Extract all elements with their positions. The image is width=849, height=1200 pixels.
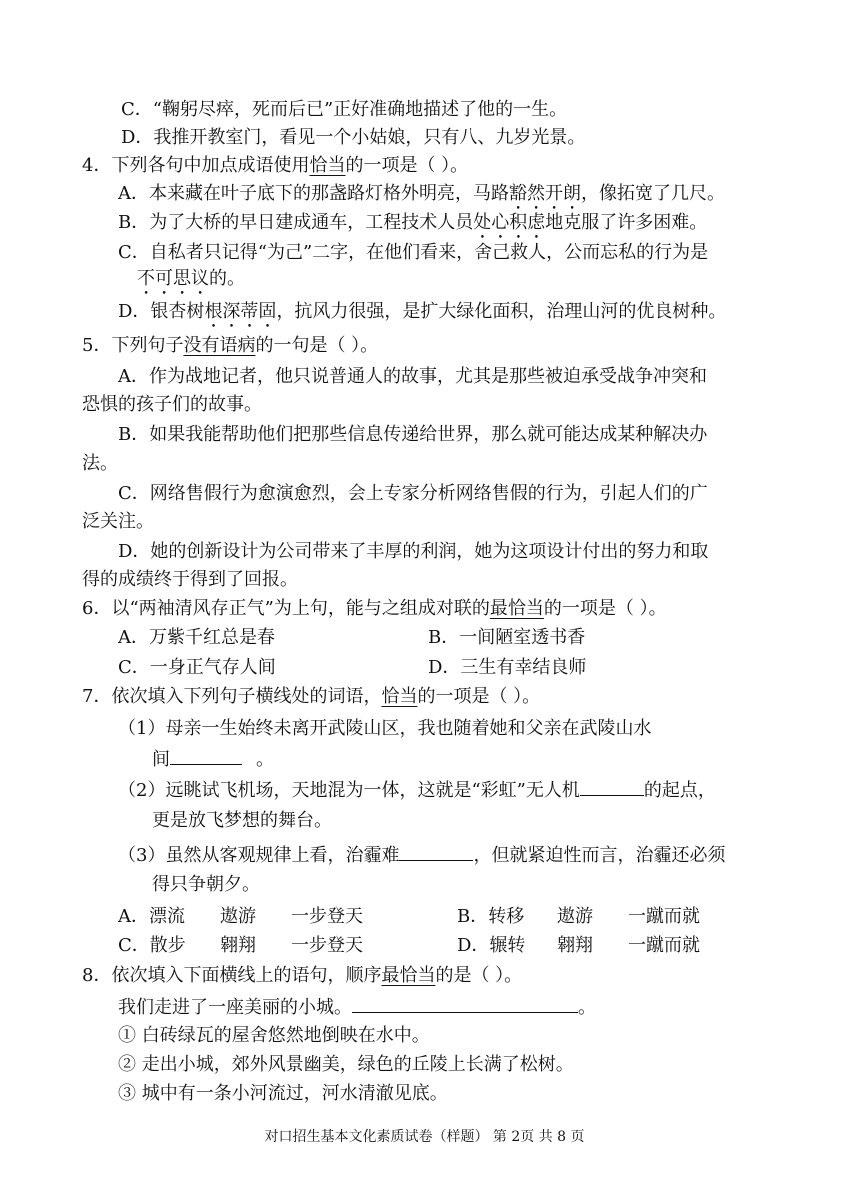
q7-sentence-3-line2: 得只争朝夕。 <box>152 874 260 895</box>
q6-option-b: B．一间陋室透书香 <box>428 627 586 648</box>
q4-option-c-line1: C．自私者只记得“为己”二字，在他们看来，舍己救人，公而忘私的行为是 <box>118 242 709 263</box>
q5-option-a-line1: A．作为战地记者，他只说普通人的故事，尤其是那些被迫承受战争冲突和 <box>118 366 707 387</box>
q6-option-d: D．三生有幸结良师 <box>428 657 587 678</box>
q4-option-c-line2: 不可思议的。 <box>137 268 245 289</box>
q7-option-d-word2: 翱翔 <box>557 935 593 956</box>
q7-option-d-word1: D．辗转 <box>457 935 526 956</box>
q5-option-c-line1: C．网络售假行为愈演愈烈，会上专家分析网络售假的行为，引起人们的广 <box>118 483 708 504</box>
q4-option-d: D．银杏树根深蒂固，抗风力很强，是扩大绿化面积，治理山河的优良树种。 <box>118 301 727 322</box>
q7-option-b-word1: B．转移 <box>457 906 525 927</box>
q6-stem: 6．以“两袖清风存正气”为上句，能与之组成对联的最恰当的一项是（ ）。 <box>82 598 667 619</box>
q6-option-c: C．一身正气存人间 <box>118 657 276 678</box>
q7-sentence-1-line2: 间 。 <box>152 746 274 773</box>
q5-option-c-line2: 泛关注。 <box>82 511 154 532</box>
q7-option-c-word1: C．散步 <box>118 935 186 956</box>
q7-sentence-2-line2: 更是放飞梦想的舞台。 <box>152 810 332 831</box>
q7-blank-3 <box>399 842 473 861</box>
q7-sentence-1-line1: （1）母亲一生始终未离开武陵山区，我也随着她和父亲在武陵山水 <box>118 718 652 739</box>
q5-option-b-line1: B．如果我能帮助他们把那些信息传递给世界，那么就可能达成某种解决办 <box>118 424 708 445</box>
q7-sentence-2-line1: （2）远眺试飞机场，天地混为一体，这就是“彩虹”无人机 的起点， <box>118 777 716 804</box>
q8-blank <box>352 994 578 1013</box>
q6-option-a: A．万紫千红总是春 <box>118 627 275 648</box>
q8-stem: 8．依次填入下面横线上的语句，顺序最恰当的是（ ）。 <box>82 965 523 986</box>
q3-option-c: C．“鞠躬尽瘁，死而后已”正好准确地描述了他的一生。 <box>121 99 568 120</box>
page-footer: 对口招生基本文化素质试卷（样题） 第 2页 共 8 页 <box>264 1129 585 1145</box>
q4-option-a: A．本来藏在叶子底下的那盏路灯格外明亮，马路豁然开朗，像拓宽了几尺。 <box>118 183 725 204</box>
q3-option-d: D．我推开教室门，看见一个小姑娘，只有八、九岁光景。 <box>121 127 586 148</box>
q8-lead-sentence: 我们走进了一座美丽的小城。 。 <box>118 994 596 1021</box>
q8-item-1: ① 白砖绿瓦的屋舍悠然地倒映在水中。 <box>118 1025 430 1046</box>
q7-blank-1 <box>170 746 242 765</box>
q7-stem: 7．依次填入下列句子横线处的词语，恰当的一项是（ ）。 <box>82 686 541 707</box>
q7-option-a-word3: 一步登天 <box>291 906 363 927</box>
q7-option-b-word3: 一蹴而就 <box>628 906 700 927</box>
q8-item-3: ③ 城中有一条小河流过，河水清澈见底。 <box>118 1083 448 1104</box>
q4-option-b: B．为了大桥的早日建成通车，工程技术人员处心积虑地克服了许多困难。 <box>118 212 708 233</box>
q7-option-c-word2: 翱翔 <box>220 935 256 956</box>
q7-option-a-word2: 遨游 <box>220 906 256 927</box>
q8-item-2: ② 走出小城，郊外风景幽美，绿色的丘陵上长满了松树。 <box>118 1054 574 1075</box>
q7-option-b-word2: 遨游 <box>557 906 593 927</box>
q5-option-d-line1: D．她的创新设计为公司带来了丰厚的利润，她为这项设计付出的努力和取 <box>118 541 709 562</box>
q7-option-a-word1: A．漂流 <box>118 906 185 927</box>
q5-option-b-line2: 法。 <box>82 453 118 474</box>
q4-stem: 4．下列各句中加点成语使用恰当的一项是（ ）。 <box>82 155 469 176</box>
q7-option-c-word3: 一步登天 <box>291 935 363 956</box>
q5-option-a-line2: 恐惧的孩子们的故事。 <box>82 394 262 415</box>
q5-option-d-line2: 得的成绩终于得到了回报。 <box>82 569 298 590</box>
q7-sentence-3-line1: （3）虽然从客观规律上看，治霾难 ，但就紧迫性而言，治霾还必须 <box>118 842 725 869</box>
q7-option-d-word3: 一蹴而就 <box>628 935 700 956</box>
q7-blank-2 <box>580 777 644 796</box>
q5-stem: 5．下列句子没有语病的一句是（ ）。 <box>82 335 379 356</box>
